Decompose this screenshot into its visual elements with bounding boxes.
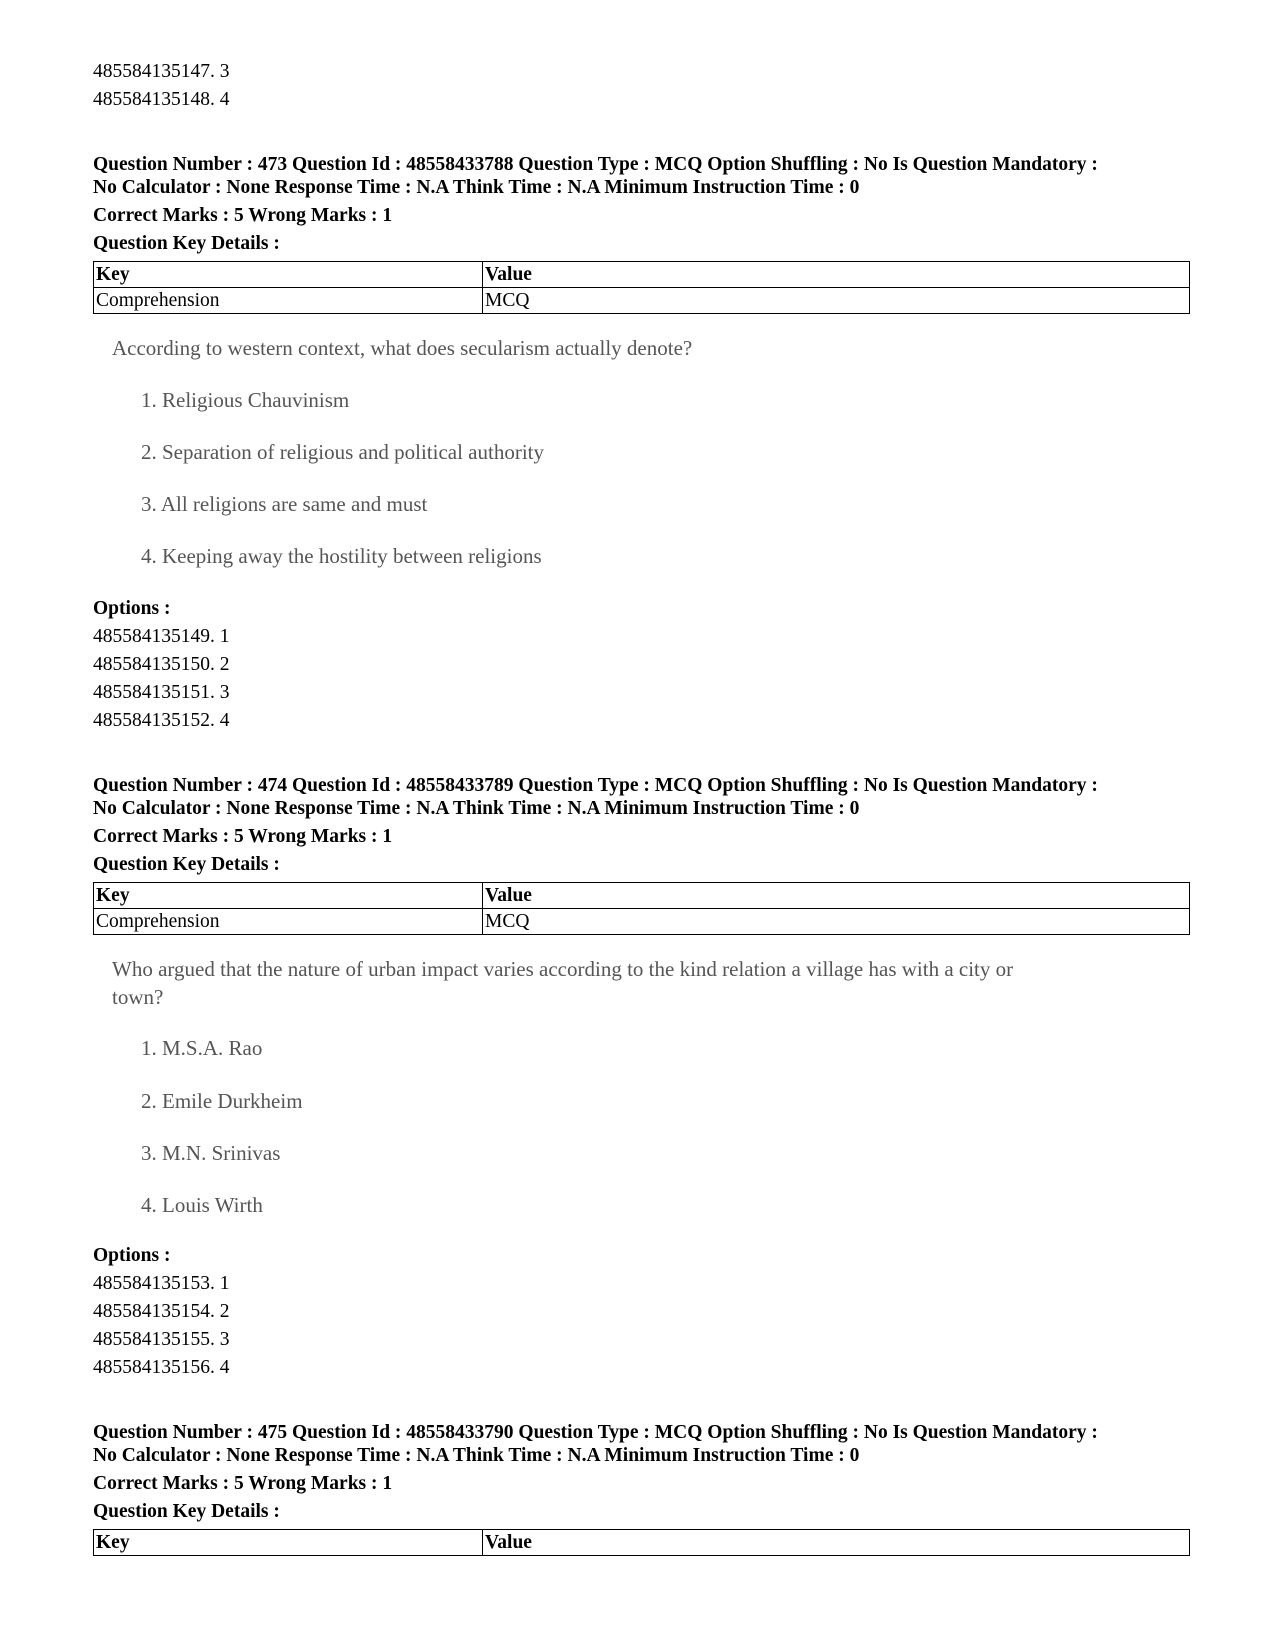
table-cell-key: Comprehension bbox=[94, 288, 483, 314]
key-details-table bbox=[93, 1529, 1190, 1556]
choice-item: 4. Louis Wirth bbox=[141, 1193, 263, 1217]
question-meta-line1: Question Number : 475 Question Id : 48558433790 Question Type : MCQ Option Shuffling : No Is Question Mandatory : bbox=[93, 1422, 1098, 1443]
question-meta-line2: No Calculator : None Response Time : N.A Think Time : N.A Minimum Instruction Time : 0 bbox=[93, 177, 860, 198]
options-label: Options : bbox=[93, 598, 171, 619]
table-header-value: Value bbox=[483, 262, 1190, 288]
table-header-key: Key bbox=[94, 262, 483, 288]
key-details-table bbox=[93, 882, 1190, 935]
table-header-value: Value bbox=[483, 1530, 1190, 1556]
question-meta-line1: Question Number : 473 Question Id : 48558433788 Question Type : MCQ Option Shuffling : No Is Question Mandatory : bbox=[93, 154, 1098, 175]
table-header-row bbox=[94, 262, 1190, 288]
key-details-table bbox=[93, 261, 1190, 314]
key-details-label: Question Key Details : bbox=[93, 854, 280, 875]
options-label: Options : bbox=[93, 1245, 171, 1266]
option-line: 485584135153. 1 bbox=[93, 1273, 230, 1294]
question-meta-line2: No Calculator : None Response Time : N.A Think Time : N.A Minimum Instruction Time : 0 bbox=[93, 798, 860, 819]
table-header-key: Key bbox=[94, 883, 483, 909]
table-cell-value: MCQ bbox=[483, 909, 1190, 935]
key-details-label: Question Key Details : bbox=[93, 233, 280, 254]
choice-item: 1. M.S.A. Rao bbox=[141, 1036, 263, 1060]
table-row bbox=[94, 909, 1190, 935]
table-header-row bbox=[94, 883, 1190, 909]
question-text: According to western context, what does secularism actually denote? bbox=[112, 336, 693, 360]
choice-item: 2. Separation of religious and political authority bbox=[141, 440, 544, 464]
question-marks: Correct Marks : 5 Wrong Marks : 1 bbox=[93, 1473, 393, 1494]
choice-item: 3. All religions are same and must bbox=[141, 492, 428, 516]
option-line: 485584135152. 4 bbox=[93, 710, 230, 731]
question-text-line2: town? bbox=[112, 985, 164, 1009]
option-line: 485584135154. 2 bbox=[93, 1301, 230, 1322]
table-cell-value: MCQ bbox=[483, 288, 1190, 314]
option-line: 485584135155. 3 bbox=[93, 1329, 230, 1350]
option-line: 485584135149. 1 bbox=[93, 626, 230, 647]
table-header-value: Value bbox=[483, 883, 1190, 909]
table-header-row bbox=[94, 1530, 1190, 1556]
option-line: 485584135150. 2 bbox=[93, 654, 230, 675]
table-cell-key: Comprehension bbox=[94, 909, 483, 935]
option-line: 485584135156. 4 bbox=[93, 1357, 230, 1378]
key-details-label: Question Key Details : bbox=[93, 1501, 280, 1522]
option-line: 485584135147. 3 bbox=[93, 61, 230, 82]
choice-item: 3. M.N. Srinivas bbox=[141, 1141, 281, 1165]
question-text-line1: Who argued that the nature of urban impact varies according to the kind relation a village has with a city or bbox=[112, 957, 1014, 981]
question-marks: Correct Marks : 5 Wrong Marks : 1 bbox=[93, 205, 393, 226]
table-header-key: Key bbox=[94, 1530, 483, 1556]
table-row bbox=[94, 288, 1190, 314]
choice-item: 4. Keeping away the hostility between religions bbox=[141, 544, 542, 568]
option-line: 485584135151. 3 bbox=[93, 682, 230, 703]
option-line: 485584135148. 4 bbox=[93, 89, 230, 110]
question-meta-line2: No Calculator : None Response Time : N.A Think Time : N.A Minimum Instruction Time : 0 bbox=[93, 1445, 860, 1466]
choice-item: 2. Emile Durkheim bbox=[141, 1089, 303, 1113]
question-meta-line1: Question Number : 474 Question Id : 48558433789 Question Type : MCQ Option Shuffling : No Is Question Mandatory : bbox=[93, 775, 1098, 796]
choice-item: 1. Religious Chauvinism bbox=[141, 388, 350, 412]
question-marks: Correct Marks : 5 Wrong Marks : 1 bbox=[93, 826, 393, 847]
